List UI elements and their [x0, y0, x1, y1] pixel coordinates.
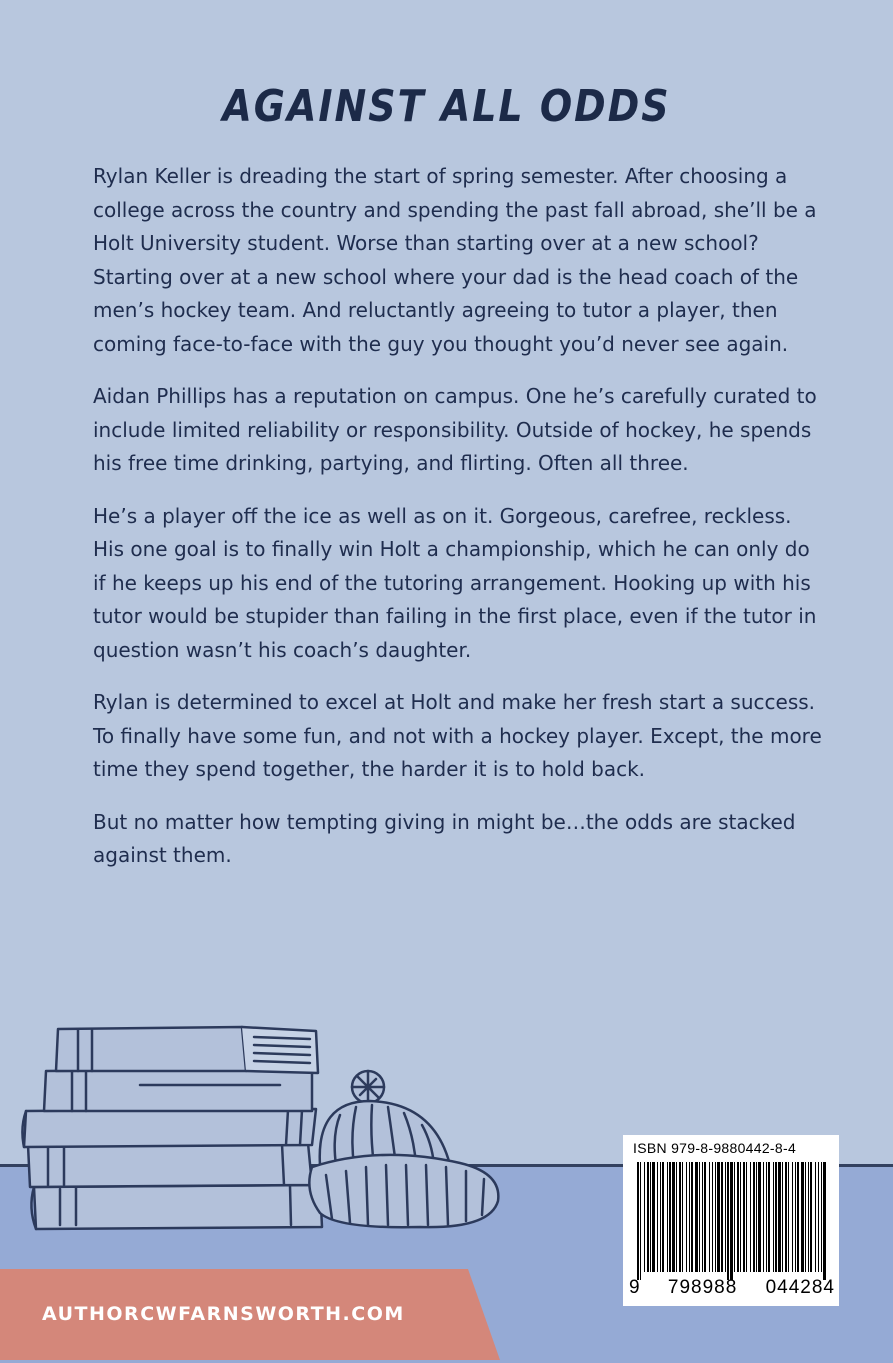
barcode-bar [689, 1162, 690, 1272]
barcode-bar [818, 1162, 819, 1272]
barcode-bar [644, 1162, 645, 1272]
barcode-bar [676, 1162, 677, 1272]
barcode-bar [763, 1162, 764, 1272]
barcode-bar [823, 1162, 826, 1280]
barcode-bar [669, 1162, 671, 1272]
barcode-bar [808, 1162, 809, 1272]
barcode-bar [637, 1162, 639, 1280]
barcode-bar [821, 1162, 822, 1272]
blurb [93, 160, 823, 892]
barcode-bar [650, 1162, 651, 1272]
barcode-bar [766, 1162, 767, 1272]
barcode-bar [640, 1162, 641, 1280]
website-url[interactable]: AUTHORCWFARNSWORTH.COM [42, 1303, 405, 1325]
barcode-bar [717, 1162, 720, 1272]
barcode-bar [758, 1162, 761, 1272]
barcode-bar [657, 1162, 658, 1272]
barcode-bar [730, 1162, 733, 1280]
barcode-bar [691, 1162, 693, 1272]
barcode-bar [652, 1162, 655, 1272]
book-top-icon [56, 1027, 318, 1073]
barcode-bar [660, 1162, 661, 1272]
blurb-paragraph-4: Rylan is determined to excel at Holt and make her fresh start a success. To finally have some fun, and not with a hockey player. Except, the more time they spend together, the harder it is to hold back. [93, 690, 822, 781]
barcode-bar [686, 1162, 687, 1272]
barcode-bar [699, 1162, 700, 1272]
barcode-bar [815, 1162, 816, 1272]
barcode-bar [721, 1162, 723, 1272]
barcode-bar [704, 1162, 706, 1272]
barcode-bar [712, 1162, 713, 1272]
isbn-barcode [623, 1135, 839, 1306]
barcode-bar [778, 1162, 781, 1272]
barcode-bar [750, 1162, 751, 1272]
book-second-icon [28, 1143, 312, 1187]
blurb-paragraph-5: But no matter how tempting giving in might be…the odds are stacked against them. [93, 809, 796, 867]
barcode-bar [647, 1162, 649, 1272]
blurb-paragraph-2: Aidan Phillips has a reputation on campus. One he’s carefully curated to include limited reliability or responsibility. Outside of hockey, he spends his free time drinking, partying, and flirting. Often all three. [93, 384, 817, 475]
books-and-beanie-illustration [20, 1015, 510, 1235]
barcode-bar [792, 1162, 793, 1272]
barcode-bar [737, 1162, 739, 1272]
barcode-bar [743, 1162, 745, 1272]
barcode-bar [734, 1162, 735, 1272]
book-title: AGAINST ALL ODDS [222, 80, 671, 132]
book-third-icon [22, 1109, 316, 1147]
barcode-bar [715, 1162, 716, 1272]
barcode-bar [672, 1162, 675, 1272]
barcode-bar [795, 1162, 796, 1272]
barcode-digit-group-right: 044284 [765, 1277, 835, 1298]
barcode-bar [709, 1162, 710, 1272]
barcode-bar [768, 1162, 770, 1272]
barcode-bar [702, 1162, 703, 1272]
barcode-bar [756, 1162, 757, 1272]
barcode-bar [775, 1162, 777, 1272]
barcode-bar [753, 1162, 755, 1272]
barcode-bar [805, 1162, 806, 1272]
barcode-bar [667, 1162, 668, 1272]
barcode-digit-group-left: 798988 [667, 1277, 738, 1298]
barcode-bar [682, 1162, 683, 1272]
blurb-paragraph-3: He’s a player off the ice as well as on it. Gorgeous, carefree, reckless. His one goal is to finally win Holt a championship, which he can only do if he keeps up his end of the tutoring arrangement. Hooking up with his tutor would be stupider than failing in the first place, even if the tutor in question wasn’t his coach’s daughter. [93, 503, 817, 662]
barcode-bar [725, 1162, 726, 1272]
barcode-bars [631, 1162, 831, 1280]
barcode-bar [746, 1162, 747, 1272]
blurb-paragraph-1: Rylan Keller is dreading the start of spring semester. After choosing a college across the country and spending the past fall abroad, she’ll be a Holt University student. Worse than starting over at a new school? Starting over at a new school where your dad is the head coach of the men’s hockey team. And reluctantly agreeing to tutor a player, then coming face-to-face with the guy you thought you’d never see again. [93, 164, 817, 356]
barcode-bar [785, 1162, 787, 1272]
barcode-bar [679, 1162, 681, 1272]
barcode-bar [801, 1162, 804, 1272]
book-fourth-icon [44, 1069, 312, 1111]
barcode-digit-lead: 9 [629, 1277, 640, 1298]
beanie-icon [309, 1071, 498, 1227]
barcode-bar [740, 1162, 741, 1272]
barcode-bar [788, 1162, 789, 1272]
barcode-digits [629, 1277, 835, 1299]
barcode-bar [695, 1162, 698, 1272]
barcode-bar [782, 1162, 783, 1272]
book-bottom-icon [31, 1185, 322, 1229]
barcode-bar [773, 1162, 774, 1272]
isbn-label: ISBN 979-8-9880442-8-4 [633, 1140, 797, 1156]
barcode-bar [662, 1162, 664, 1272]
barcode-bar [727, 1162, 729, 1280]
barcode-bar [810, 1162, 812, 1272]
barcode-bar [797, 1162, 799, 1272]
